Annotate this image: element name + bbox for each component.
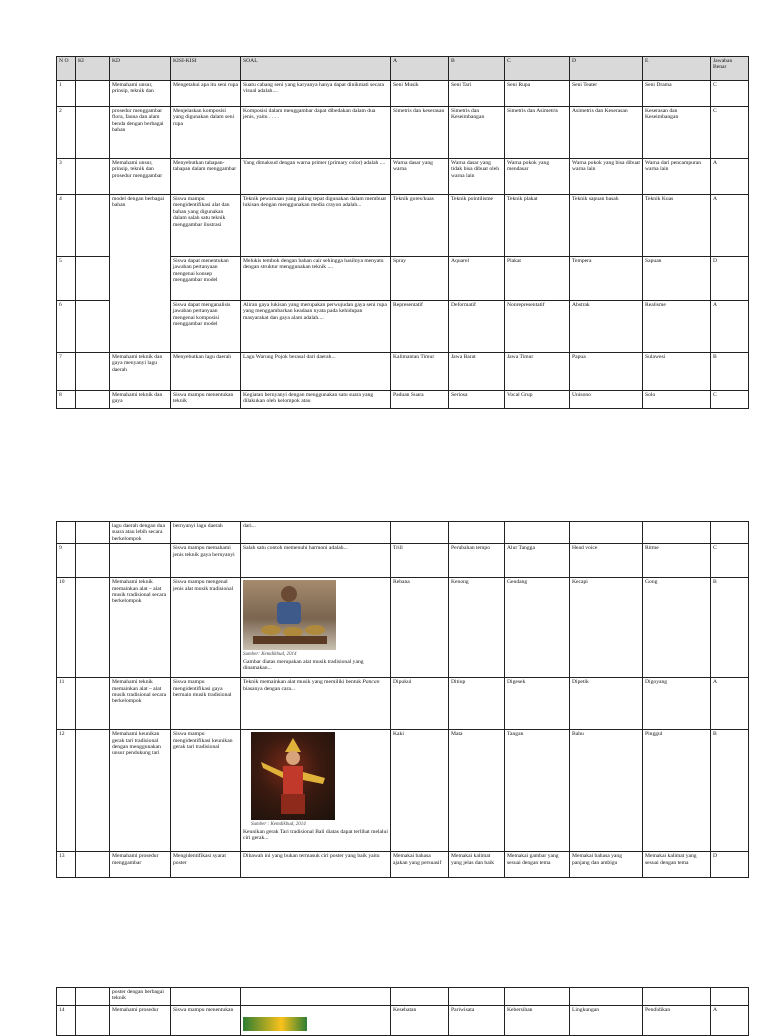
col-a: A	[391, 57, 449, 81]
table-row: 11 Memahami teknik memainkan alat – alat musik tradisional secara berkelompok Siswa mampu mengidentifikasi gaya bermain musik tradisional Teknik memainkan alat musik yang memiliki bentuk Pancan biasanya dengan cara... Dipukul Ditiup Digesek Dipetik Digoyang A	[57, 678, 749, 730]
table-row: 4 model dengan berbagai bahan Siswa mampu mengidentifikasi alat dan bahan yang digunakan dalam salah satu teknik menggambar ilustrasi Teknik pewarnaan yang paling tepat digunakan dalam membuat lukisan dengan menggunakan media crayon adalah... Teknik gores/kuas Teknik pointilisme Teknik plakat Teknik sapuan basah Teknik Kuas A	[57, 195, 749, 257]
col-kisi: KISI-KISI	[171, 57, 241, 81]
table-row: 6 Siswa dapat menganalisis jawaban pertanyaan mengenai komposisi menggambar model Aliran gaya lukisan yang merupakan perwujudan gaya seni rupa yang menggambarkan keadaan nyata pada kehidupan masyarakat dan gaya alam adalah.... Representatif Deformatif Nonrepresentatif Abstrak Realisme A	[57, 301, 749, 353]
table-row: 3 Memahami unsur, prinsip, teknik dan prosedur menggambar Menyebutkan tahapan-tahapan dalam menggambar Yang dimaksud dengan warna primer (primary color) adalah .... Warna dasar yang warna Warna dasar yang tidak bisa dibuat oleh warna lain Warna pokok yang mendasar Warna pokok yang bisa dibuat warna lain Warna dari pencampuran warna lain A	[57, 159, 749, 195]
table-row: 7 Memahami teknik dan gaya menyanyi lagu daerah Menyebutkan lagu daerah Lagu Warung Pojok berasal dari daerah... Kalimantan Timur Jawa Barat Jawa Timur Papua Sulawesi B	[57, 353, 749, 391]
col-c: C	[505, 57, 570, 81]
table-row: poster dengan berbagai teknik	[57, 988, 749, 1006]
kisi-kisi-table-2	[56, 521, 749, 878]
question-cell: Sumber : Kemdikbud, 2014 Keunikan gerak Tari tradisional Bali diatas dapat terlihat melalui ciri gerak...	[241, 730, 391, 852]
poster-photo	[243, 1017, 307, 1031]
kisi-kisi-table-3	[56, 987, 749, 1036]
bali-dancer-photo	[251, 732, 335, 820]
col-kd: KD	[110, 57, 171, 81]
table-row: 14 Memahami prosedur Siswa mampu menentukan Kesehatan Pariwisata Kebersihan Lingkungan Pendidikan A	[57, 1006, 749, 1036]
col-no: N O	[57, 57, 76, 81]
col-d: D	[570, 57, 643, 81]
table-row: 8 Memahami teknik dan gaya Siswa mampu menentukan teknik Kegiatan bernyanyi dengan menggunakan satu suara yang dilakukan oleh kelompok atau Paduan Suara Seriosa Vocal Grup Unisono Solo C	[57, 391, 749, 409]
kisi-kisi-table-1	[56, 56, 749, 409]
table-row: 2 prosedur menggambar flora, fauna dan alam benda dengan berbagai bahan Menjelaskan komposisi yang digunakan dalam seni rupa Komposisi dalam menggambar dapat dibedakan dalam dua jenis, yaitu . . . . Simetris dan keserasan Simetris dan Keseimbangan Simetris dan Asimetris Asimetris dan Keserasan Keserasan dan Keseimbangan C	[57, 107, 749, 159]
table-row: 5 Siswa dapat menentukan jawaban pertanyaan mengenai konsep menggambar model Melukis tembok dengan bahan cair sehingga hasilnya menyatu dengan struktur menggunakan teknik .... Spray Aquarel Plakat Tempera Sapuan D	[57, 257, 749, 301]
col-ki: KI	[76, 57, 110, 81]
kenong-musician-image	[243, 580, 336, 650]
table-row: 13 Memahami prosedur menggambar Mengidentifikasi syarat poster Dibawah ini yang bukan termasuk ciri poster yang baik yaitu Memakai bahasa ajakan yang persuasif Memakai kalimat yang jelas dan baik Memakai gambar yang sesuai dengan tema Memakai bahasa yang panjang dan ambigu Memakai kalimat yang sesuai dengan tema D	[57, 852, 749, 878]
question-cell: Sumber: Kemdikbud, 2014 Gambar diatas merupakan alat musik tradisional yang dinamakan...	[241, 578, 391, 678]
col-jawaban: Jawaban Benar	[711, 57, 749, 81]
gamelan-player-photo	[243, 580, 336, 650]
table-header-row	[57, 57, 749, 81]
table-row: 10 Memahami teknik memainkan alat – alat musik tradisional secara berkelompok Siswa mampu mengenal jenis alat musik tradisional Sumber: Kemdikbud, 2014 Gambar diatas merupakan alat musik tradisional yang dinamakan... Rebana Kenong Gendang Kecapi Gong B	[57, 578, 749, 678]
table-row: 9 Siswa mampu memahami jenis teknik gaya bernyanyi Salah satu contoh memenuhi harmoni adalah... Trill Perubahan tempo Alur Tangga Head voice Ritme C	[57, 544, 749, 578]
col-e: E	[643, 57, 711, 81]
bali-dancer-image	[251, 732, 335, 820]
col-soal: SOAL	[241, 57, 391, 81]
question-cell	[241, 1006, 391, 1036]
table-row: 1 Memahami unsur, prinsip, teknik dan Mengetahui apa itu seni rupa Suatu cabang seni yang karyanya hanya dapat dinikmati secara visual adalah.... Seni Musik Seni Tari Seni Rupa Seni Teater Seni Drama C	[57, 81, 749, 107]
question-cell: Teknik memainkan alat musik yang memiliki bentuk Pancan biasanya dengan cara...	[241, 678, 391, 730]
table-row: 12 Memahami keunikan gerak tari tradisional dengan menggunakan unsur pendukung tari Siswa mampu mengidentifikasi keunikan gerak tari tradisional Sumber : Kemdikbud, 2014 Keunikan gerak Tari tradisional Bali diatas dapat terlihat melalui ciri gerak... Kaki Mata Tangan Bahu Pinggul B	[57, 730, 749, 852]
table-row: lagu daerah dengan dua suara atau lebih secara berkelompok bernyanyi lagu daerah dari...	[57, 522, 749, 544]
col-b: B	[449, 57, 505, 81]
